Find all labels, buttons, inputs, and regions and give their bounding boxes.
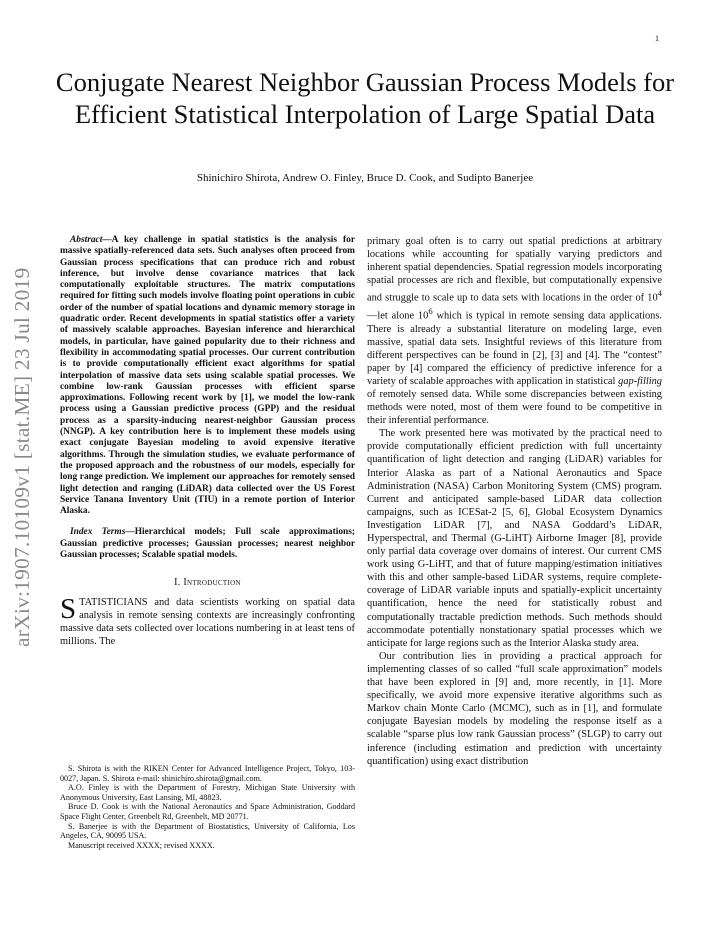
- footnotes: [60, 764, 355, 850]
- footnote-manuscript: Manuscript received XXXX; revised XXXX.: [68, 840, 215, 850]
- footnote-shirota: S. Shirota is with the RIKEN Center for Advanced Intelligence Project, Tokyo, 103-0027, Japan. S. Shirota e-mail: shinichiro.shirota@gmail.com.: [60, 764, 355, 783]
- page-number: 1: [655, 34, 659, 43]
- intro-text: and data scientists working on spatial data analysis in remote sensing contexts are increasingly confronting massive data sets collected over locations numbering in at least tens of millions. The: [60, 596, 355, 647]
- paragraph-text: of remotely sensed data. While some discrepancies between existing methods were noted, most of them were found to be competitive in their inferential performance.: [367, 388, 662, 427]
- italic-term: gap-filling: [618, 375, 662, 387]
- arxiv-identifier-stamp[interactable]: arXiv:1907.10109v1 [stat.ME] 23 Jul 2019: [10, 267, 34, 647]
- superscript: 6: [428, 305, 433, 316]
- introduction-paragraph: [60, 592, 355, 648]
- drop-cap: S: [60, 592, 77, 625]
- abstract-lead: Abstract: [70, 235, 103, 245]
- footnote-cook: Bruce D. Cook is with the National Aeronautics and Space Administration, Goddard Space Flight Center, Greenbelt Rd, Greenbelt, MD 20771.: [60, 802, 355, 821]
- paper-title: Conjugate Nearest Neighbor Gaussian Process Models for Efficient Statistical Interpolation of Large Spatial Data: [55, 67, 675, 129]
- index-terms: [60, 527, 355, 561]
- left-column: [60, 235, 355, 648]
- footnote-finley: A.O. Finley is with the Department of Forestry, Michigan State University with Anonymous University, East Lansing, MI, 48823.: [60, 783, 355, 802]
- paragraph-lidar-work: The work presented here was motivated by the practical need to provide computationally efficient prediction with full uncertainty quantification of light detection and ranging (LiDAR) variables for Interior Alaska as part of a National Aeronautics and Space Administration (NASA) Carbon Monitoring System (CMS) program. Current and anticipated sample-based LiDAR data collection campaigns, such as ICESat-2 [5, 6], Global Ecosystem Dynamics Investigation LiDAR [7], and NASA Goddard’s LiDAR, Hyperspectral, and Thermal (G-LiHT) Airborne Imager [8], provide only partial data coverage over domains of interest. Our current CMS work using G-LiHT, and that of future mapping/estimation initiatives with this and other sample-based LiDAR systems, require complete-coverage of LiDAR variable inputs and spatially-explicit uncertainty quantification, hence the need for statistically robust and computationally tractable prediction methods. Such methods should accommodate potentially nonstationary spatial processes which we anticipate for large regions such as the Interior Alaska study area.: [367, 428, 662, 649]
- index-terms-text: —Hierarchical models; Full scale approximations; Gaussian predictive processes; Gaussian processes; nearest neighbor Gaussian processes; Scalable spatial models.: [60, 527, 355, 561]
- author-list: Shinichiro Shirota, Andrew O. Finley, Bruce D. Cook, and Sudipto Banerjee: [196, 172, 534, 184]
- paragraph-text: primary goal often is to carry out spatial predictions at arbitrary locations while accounting for spatially varying predictors and inherent spatial dependencies. Spatial regression models incorporating spatial processes are rich and flexible, but computationally expensive and struggle to scale up to data sets with locations in the order of 10: [367, 236, 662, 304]
- paragraph-text: —let alone 10: [367, 310, 429, 322]
- paragraph-contribution: Our contribution lies in providing a practical approach for implementing classes of so called “full scale approximation” models that have been explored in [9] and, more recently, in [1]. More specifically, we avoid more expensive iterative algorithms such as Markov chain Monte Carlo (MCMC), such as in [1], and formulate conjugate Bayesian models by modeling the response itself as a scalable “sparse plus low rank Gaussian process” (SLGP) to carry out inference (including estimation and prediction with uncertainty quantification) using exact distribution: [367, 650, 662, 767]
- section-heading-introduction: I. Introduction: [174, 577, 241, 589]
- superscript: 4: [657, 288, 662, 299]
- footnote-banerjee: S. Banerjee is with the Department of Biostatistics, University of California, Los Angeles, CA, 90095 USA.: [60, 821, 355, 841]
- paragraph-motivation: [367, 235, 662, 427]
- index-terms-lead: Index Terms: [70, 527, 126, 538]
- right-column: [367, 235, 662, 768]
- abstract-text: —A key challenge in spatial statistics is the analysis for massive spatially-referenced data sets. Such analyses often proceed from Gaussian process specifications that can produce rich and robust inference, but involve dense covariance matrices that lack computationally exploitable structures. The matrix computations required for fitting such models involve floating point operations in cubic order of the number of spatial locations and dynamic memory storage in quadratic order. Recent developments in spatial statistics offer a variety of massively scalable approaches. Bayesian inference and hierarchical models, in particular, have gained popularity due to their richness and flexibility in accommodating spatial processes. Our current contribution is to provide computationally efficient exact algorithms for spatial interpolation of massive data sets using scalable spatial processes. We combine low-rank Gaussian processes with efficient sparse approximations. Following recent work by [1], we model the low-rank process using a Gaussian predictive process (GPP) and the residual process as a sparsity-inducing nearest-neighbor Gaussian process (NNGP). A key contribution here is to implement these models using exact conjugate Bayesian modeling to avoid expensive iterative algorithms. Through the simulation studies, we evaluate performance of the proposed approach and the robustness of our models, especially for long range prediction. We implement our approaches for remotely sensed light detection and ranging (LiDAR) data collected over the US Forest Service Tanana Inventory Unit (TIU) in a remote portion of Interior Alaska.: [60, 235, 355, 517]
- paragraph-text: which is typical in remote sensing data applications. There is already a substantial literature on modeling large, even massive, spatial data sets. Insightful reviews of this literature from different perspectives can be found in [2], [3] and [4]. The “contest” paper by [4] compared the efficiency of predictive inference for a variety of scalable approaches with application in statistical: [367, 310, 662, 387]
- abstract: [60, 235, 355, 517]
- intro-small-caps: TATISTICIANS: [79, 596, 148, 608]
